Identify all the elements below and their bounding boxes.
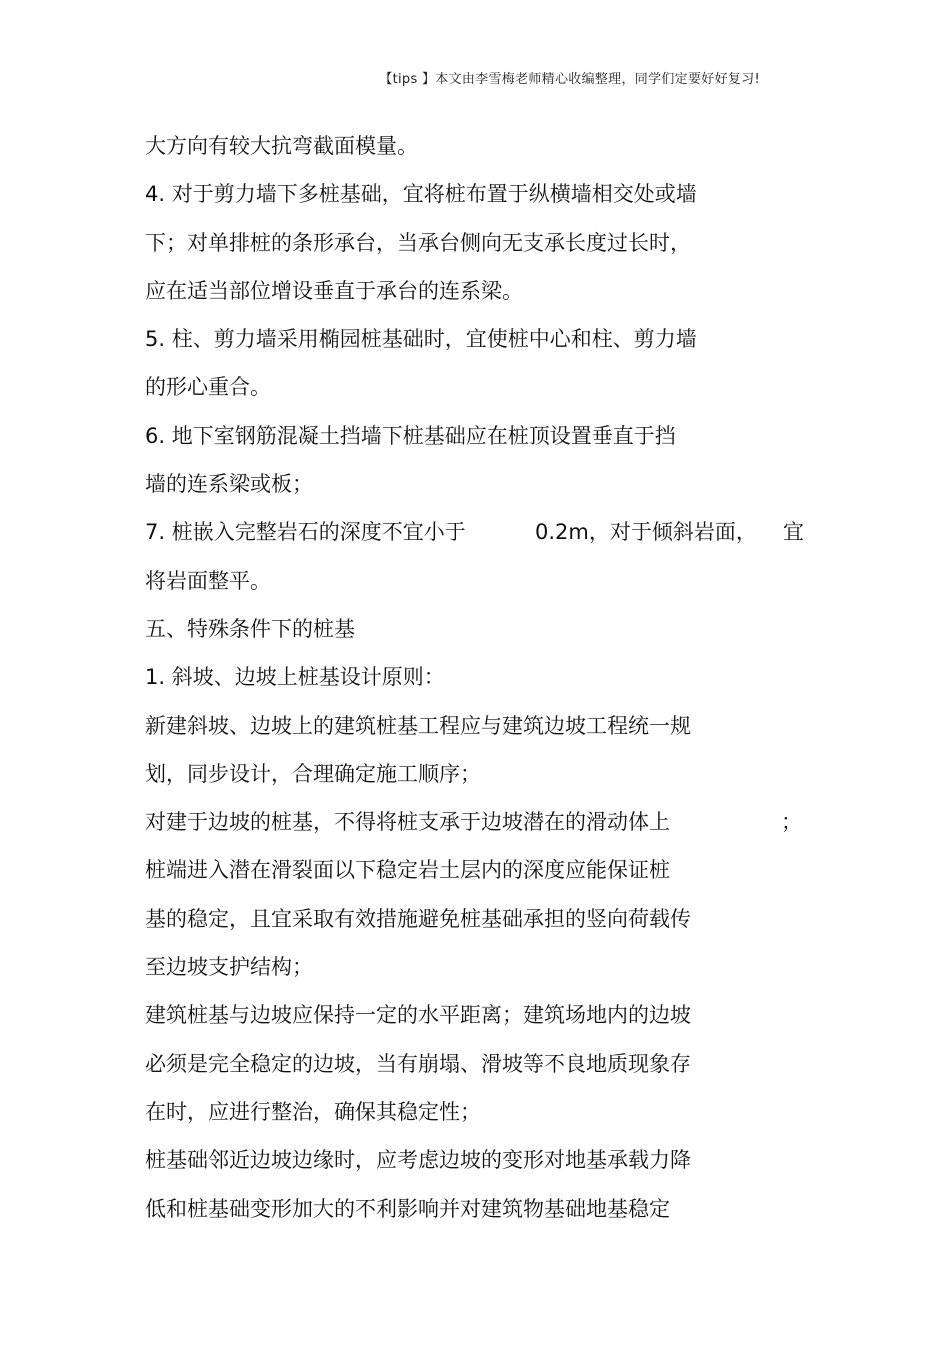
text-line: 5. 柱、剪力墙采用椭园桩基础时，宜使桩中心和柱、剪力墙	[145, 327, 697, 352]
text-line: 至边坡支护结构；	[145, 955, 313, 980]
text-line: 6. 地下室钢筋混凝土挡墙下桩基础应在桩顶设置垂直于挡	[145, 423, 676, 448]
header-note: 【tips 】本文由李雪梅老师精心收编整理，同学们定要好好复习!	[379, 72, 760, 87]
text-line: 桩端进入潜在滑裂面以下稳定岩土层内的深度应能保证桩	[145, 858, 670, 883]
text-segment: 对建于边坡的桩基，不得将桩支承于边坡潜在的滑动体上	[145, 810, 670, 835]
text-line: 大方向有较大抗弯截面模量。	[145, 134, 418, 158]
text-line: 在时，应进行整治，确保其稳定性；	[145, 1099, 481, 1124]
text-line-split	[145, 802, 845, 850]
text-line: 低和桩基础变形加大的不利影响并对建筑物基础地基稳定	[145, 1196, 670, 1221]
text-line: 应在适当部位增设垂直于承台的连系梁。	[145, 278, 523, 303]
text-line: 4. 对于剪力墙下多桩基础，宜将桩布置于纵横墙相交处或墙	[145, 182, 697, 207]
text-segment: 7. 桩嵌入完整岩石的深度不宜小于	[145, 520, 466, 545]
text-line: 划，同步设计，合理确定施工顺序；	[145, 761, 481, 786]
text-line: 将岩面整平。	[145, 568, 271, 593]
text-line: 桩基础邻近边坡边缘时，应考虑边坡的变形对地基承载力降	[145, 1148, 691, 1173]
text-line: 必须是完全稳定的边坡，当有崩塌、滑坡等不良地质现象存	[145, 1051, 691, 1076]
text-line: 基的稳定，且宜采取有效措施避免桩基础承担的竖向荷载传	[145, 906, 691, 931]
text-line: 下；对单排桩的条形承台，当承台侧向无支承长度过长时，	[145, 230, 691, 255]
document-body	[145, 126, 845, 1237]
text-line: 建筑桩基与边坡应保持一定的水平距离；建筑场地内的边坡	[145, 1003, 691, 1028]
text-line: 墙的连系梁或板；	[145, 472, 313, 497]
text-segment: ；	[781, 810, 802, 835]
text-segment: 宜	[783, 520, 804, 545]
text-segment: 0.2m，对于倾斜岩面，	[535, 520, 757, 545]
text-line: 的形心重合。	[145, 375, 271, 400]
text-line: 新建斜坡、边坡上的建筑桩基工程应与建筑边坡工程统一规	[145, 713, 691, 738]
text-line: 1. 斜坡、边坡上桩基设计原则：	[145, 665, 445, 690]
section-heading: 五、特殊条件下的桩基	[145, 616, 355, 641]
text-line-split	[145, 512, 845, 560]
